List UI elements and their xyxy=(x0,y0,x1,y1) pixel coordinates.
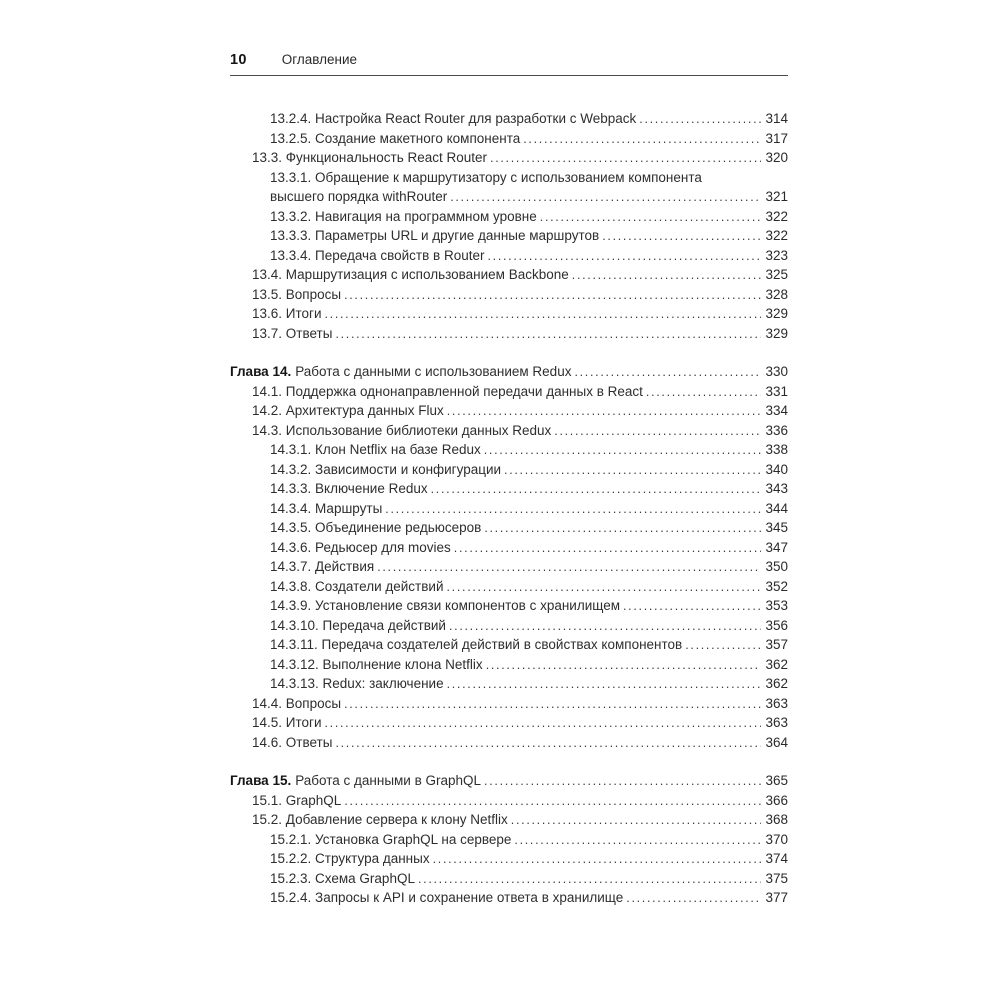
toc-entry xyxy=(230,324,788,344)
toc-leader-dots xyxy=(486,656,761,676)
toc-entry xyxy=(230,499,788,519)
toc-page-number: 352 xyxy=(765,578,788,594)
toc-page-number: 317 xyxy=(765,130,788,146)
toc-page-number: 370 xyxy=(765,831,788,847)
toc-page-number: 347 xyxy=(765,539,788,555)
toc-leader-dots xyxy=(433,850,761,870)
toc-page-number: 320 xyxy=(765,150,788,165)
toc-page-number: 366 xyxy=(765,792,788,808)
toc-leader-dots xyxy=(324,305,761,325)
toc-leader-dots xyxy=(484,519,761,539)
toc xyxy=(230,109,788,908)
toc-entry xyxy=(230,518,788,538)
toc-entry-title: 15.2. Добавление сервера к клону Netflix xyxy=(252,812,508,827)
toc-entry-title: 13.5. Вопросы xyxy=(252,286,342,302)
toc-entry-title: 13.4. Маршрутизация с использованием Backbone xyxy=(252,267,569,282)
toc-entry xyxy=(230,129,788,149)
toc-entry xyxy=(230,655,788,675)
toc-page-number: 314 xyxy=(765,111,788,126)
toc-page-number: 356 xyxy=(765,617,788,633)
toc-entry-title: 14.3.9. Установление связи компонентов с хранилищем xyxy=(270,598,620,613)
toc-page-number: 340 xyxy=(765,461,788,477)
toc-entry-title: 14.1. Поддержка однонаправленной передачи данных в React xyxy=(252,383,643,399)
toc-entry-title: 15.1. GraphQL xyxy=(252,792,342,808)
toc-leader-dots xyxy=(639,110,761,130)
page-number: 10 xyxy=(230,52,247,68)
toc-leader-dots xyxy=(623,597,761,617)
toc-entry xyxy=(230,791,788,811)
toc-entry xyxy=(230,148,788,168)
toc-page-number: 345 xyxy=(765,520,788,535)
toc-page-number: 336 xyxy=(765,422,788,438)
toc-leader-dots xyxy=(646,383,761,403)
toc-leader-dots xyxy=(602,227,761,247)
toc-leader-dots xyxy=(484,441,761,461)
toc-page-number: 377 xyxy=(765,890,788,905)
toc-entry xyxy=(230,382,788,402)
toc-entry xyxy=(230,577,788,597)
toc-page-number: 368 xyxy=(765,812,788,827)
toc-entry-title: Глава 15. Работа с данными в GraphQL xyxy=(230,773,482,788)
toc-entry xyxy=(230,440,788,460)
toc-page-number: 323 xyxy=(765,247,788,263)
toc-entry xyxy=(230,869,788,889)
toc-entry xyxy=(230,168,788,188)
toc-entry-title: 13.3.3. Параметры URL и другие данные маршрутов xyxy=(270,228,600,243)
toc-leader-dots xyxy=(626,889,761,909)
toc-leader-dots xyxy=(685,636,761,656)
toc-entry xyxy=(230,460,788,480)
toc-entry xyxy=(230,421,788,441)
toc-entry xyxy=(230,596,788,616)
toc-page-number: 362 xyxy=(765,656,788,672)
toc-entry-title: 13.3.4. Передача свойств в Router xyxy=(270,247,485,263)
toc-page-number: 357 xyxy=(765,637,788,652)
toc-entry xyxy=(230,285,788,305)
toc-page-number: 375 xyxy=(765,870,788,886)
toc-entry xyxy=(230,713,788,733)
toc-page-number: 329 xyxy=(765,306,788,321)
toc-page-number: 374 xyxy=(765,851,788,866)
toc-leader-dots xyxy=(487,247,761,267)
toc-entry-title: 14.3.12. Выполнение клона Netflix xyxy=(270,656,483,672)
chapter-prefix: Глава 14. xyxy=(230,364,292,379)
toc-entry xyxy=(230,849,788,869)
toc-page-number: 321 xyxy=(765,189,788,204)
toc-entry xyxy=(230,733,788,753)
toc-entry xyxy=(230,401,788,421)
toc-entry-title: 14.3.8. Создатели действий xyxy=(270,578,444,594)
toc-entry-title: 15.2.1. Установка GraphQL на сервере xyxy=(270,831,512,847)
toc-entry-title: 13.2.4. Настройка React Router для разработки с Webpack xyxy=(270,111,637,126)
toc-entry-title: 14.3.2. Зависимости и конфигурации xyxy=(270,461,502,477)
toc-entry-title: 14.3.3. Включение Redux xyxy=(270,481,428,496)
toc-entry xyxy=(230,246,788,266)
toc-leader-dots xyxy=(335,325,761,345)
toc-page-number: 329 xyxy=(765,325,788,341)
toc-leader-dots xyxy=(344,695,761,715)
toc-entry xyxy=(230,830,788,850)
toc-entry xyxy=(230,616,788,636)
toc-page-number: 365 xyxy=(765,773,788,788)
toc-entry-title: 13.3. Функциональность React Router xyxy=(252,150,488,165)
toc-page-number: 350 xyxy=(765,559,788,574)
running-head-title: Оглавление xyxy=(281,52,357,67)
toc-leader-dots xyxy=(344,286,761,306)
toc-entry-title: 14.5. Итоги xyxy=(252,715,322,730)
toc-entry-title: 13.2.5. Создание макетного компонента xyxy=(270,130,521,146)
toc-leader-dots xyxy=(484,772,761,792)
toc-leader-dots xyxy=(418,870,761,890)
header-rule xyxy=(230,75,788,76)
toc-entry-title: Глава 14. Работа с данными с использованием Redux xyxy=(230,364,572,379)
toc-leader-dots xyxy=(514,831,761,851)
toc-leader-dots xyxy=(523,130,761,150)
toc-page-number: 364 xyxy=(765,734,788,750)
toc-entry-title: 15.2.2. Структура данных xyxy=(270,851,430,866)
toc-entry-title: 14.3.11. Передача создателей действий в свойствах компонентов xyxy=(270,637,683,652)
toc-entry xyxy=(230,479,788,499)
page-header xyxy=(230,52,788,75)
toc-entry xyxy=(230,109,788,129)
book-page xyxy=(230,52,788,908)
toc-page-number: 330 xyxy=(765,364,788,379)
toc-page-number: 334 xyxy=(765,403,788,418)
toc-leader-dots xyxy=(377,558,761,578)
toc-leader-dots xyxy=(540,208,761,228)
toc-entry-title: 14.4. Вопросы xyxy=(252,695,342,711)
toc-page-number: 363 xyxy=(765,715,788,730)
toc-page-number: 353 xyxy=(765,598,788,613)
toc-entry xyxy=(230,538,788,558)
toc-entry-title: 14.3.13. Redux: заключение xyxy=(270,676,444,691)
toc-page-number: 322 xyxy=(765,208,788,224)
toc-page-number: 331 xyxy=(765,383,788,399)
toc-leader-dots xyxy=(447,675,761,695)
toc-entry xyxy=(230,207,788,227)
toc-entry-title: 14.3.7. Действия xyxy=(270,559,375,574)
toc-entry xyxy=(230,226,788,246)
toc-page-number: 363 xyxy=(765,695,788,711)
toc-entry xyxy=(230,635,788,655)
toc-entry-title: высшего порядка withRouter xyxy=(270,189,448,204)
toc-entry-title: 14.2. Архитектура данных Flux xyxy=(252,403,444,418)
toc-entry-title: 14.3.4. Маршруты xyxy=(270,500,383,516)
toc-entry-continuation xyxy=(230,187,788,207)
toc-page-number: 328 xyxy=(765,286,788,302)
toc-entry-title: 14.6. Ответы xyxy=(252,734,333,750)
toc-entry-title: 13.3.2. Навигация на программном уровне xyxy=(270,208,537,224)
toc-leader-dots xyxy=(344,792,761,812)
toc-page-number: 325 xyxy=(765,267,788,282)
chapter-prefix: Глава 15. xyxy=(230,773,292,788)
toc-leader-dots xyxy=(447,578,762,598)
toc-entry-title: 14.3.10. Передача действий xyxy=(270,617,446,633)
toc-entry xyxy=(230,694,788,714)
toc-page-number: 344 xyxy=(765,500,788,516)
toc-entry-title: 13.3.1. Обращение к маршрутизатору с использованием компонента xyxy=(270,169,702,185)
toc-leader-dots xyxy=(385,500,761,520)
toc-leader-dots xyxy=(449,617,761,637)
toc-entry xyxy=(230,265,788,285)
toc-entry-title: 13.6. Итоги xyxy=(252,306,322,321)
toc-leader-dots xyxy=(572,266,761,286)
toc-entry xyxy=(230,810,788,830)
toc-page-number: 338 xyxy=(765,442,788,457)
toc-page-number: 322 xyxy=(765,228,788,243)
toc-leader-dots xyxy=(554,422,761,442)
toc-leader-dots xyxy=(324,714,761,734)
toc-entry-title: 14.3.6. Редьюсер для movies xyxy=(270,539,451,555)
toc-entry xyxy=(230,674,788,694)
toc-entry-title: 13.7. Ответы xyxy=(252,325,333,341)
toc-entry xyxy=(230,557,788,577)
toc-leader-dots xyxy=(447,402,761,422)
toc-entry-title: 14.3.5. Объединение редьюсеров xyxy=(270,520,482,535)
toc-leader-dots xyxy=(574,363,761,383)
toc-leader-dots xyxy=(450,188,761,208)
toc-page-number: 362 xyxy=(765,676,788,691)
toc-leader-dots xyxy=(511,811,761,831)
toc-entry xyxy=(230,888,788,908)
toc-leader-dots xyxy=(490,149,761,169)
toc-entry-title: 15.2.3. Схема GraphQL xyxy=(270,870,415,886)
toc-leader-dots xyxy=(335,734,761,754)
toc-entry xyxy=(230,362,788,382)
toc-entry xyxy=(230,771,788,791)
toc-entry-title: 14.3. Использование библиотеки данных Redux xyxy=(252,422,552,438)
toc-leader-dots xyxy=(454,539,761,559)
toc-leader-dots xyxy=(504,461,761,481)
toc-entry xyxy=(230,304,788,324)
toc-entry-title: 15.2.4. Запросы к API и сохранение ответа в хранилище xyxy=(270,890,624,905)
toc-entry-title: 14.3.1. Клон Netflix на базе Redux xyxy=(270,442,481,457)
toc-page-number: 343 xyxy=(765,481,788,496)
toc-leader-dots xyxy=(431,480,761,500)
